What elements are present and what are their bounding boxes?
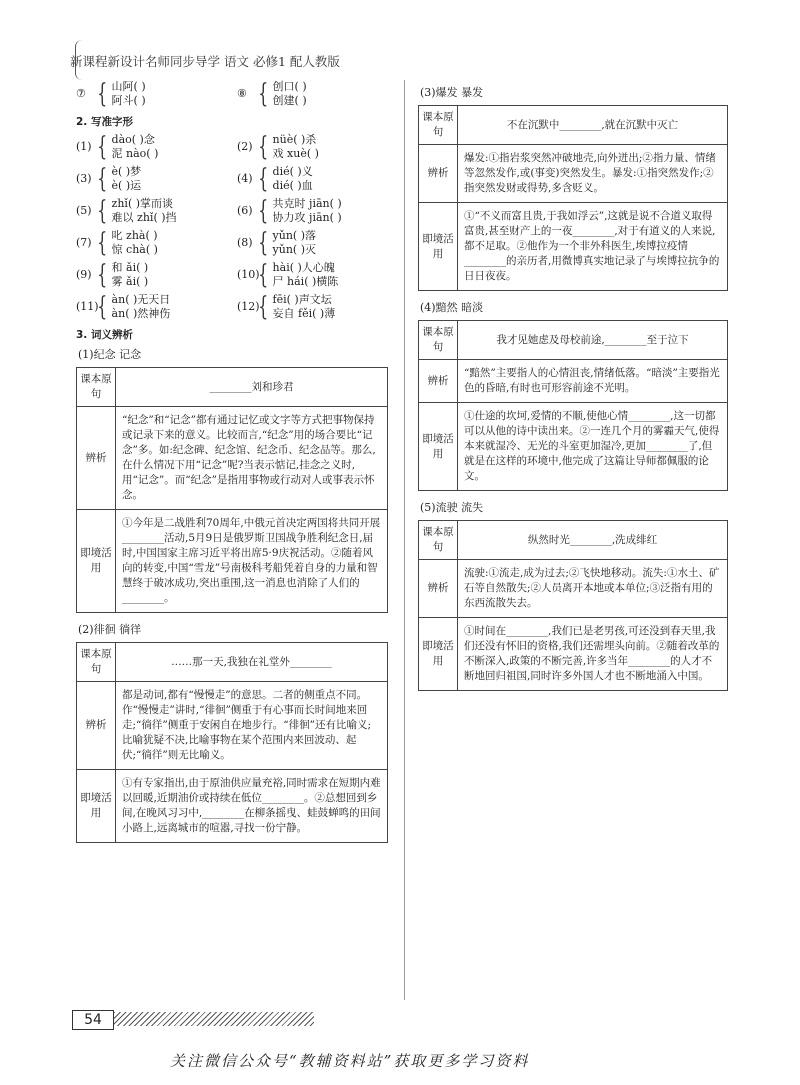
footer-note: 关注微信公众号“教辅资料站”获取更多学习资料 bbox=[170, 1052, 530, 1070]
pair-number: (4) bbox=[237, 172, 253, 185]
pair-item bbox=[237, 229, 388, 257]
pair-line: 难以 zhǐ( )挡 bbox=[111, 211, 177, 224]
analysis-text: “纪念”和“记念”都有通过记忆或文字等方式把事物保持或记录下来的意义。比较而言,“纪念”用的场合要比“记念”多。如:纪念碑、纪念馆、纪念币、纪念品等。那么,在什么情况下用“记念”呢?当表示惦记,挂念之义时,用“记念”。而“纪念”是指用事物或行动对人或事表示怀念。 bbox=[116, 407, 388, 510]
pair-line: 山阿( ) bbox=[111, 80, 146, 93]
page-number: 54 bbox=[72, 1010, 114, 1030]
orig-sentence: ……那一天,我独在礼堂外________ bbox=[116, 643, 388, 682]
table-row bbox=[77, 368, 388, 407]
brace: { bbox=[258, 196, 269, 226]
table-row bbox=[77, 643, 388, 682]
pair-lines bbox=[112, 293, 171, 321]
pair-line: 雾 ǎi( ) bbox=[111, 275, 149, 288]
pair-number: (7) bbox=[76, 236, 92, 249]
pair-line: 创建( ) bbox=[272, 94, 307, 107]
pair-number: (8) bbox=[237, 236, 253, 249]
pair-number: ⑧ bbox=[237, 87, 247, 100]
row-label: 辨析 bbox=[77, 682, 116, 770]
decorative-hatch bbox=[114, 1012, 314, 1026]
table-row bbox=[419, 403, 728, 491]
pair-item bbox=[76, 261, 227, 289]
table-row bbox=[77, 407, 388, 510]
pair-line: 创口( ) bbox=[272, 80, 307, 93]
pair-number: (3) bbox=[76, 172, 92, 185]
word-table bbox=[76, 642, 388, 843]
pair-line: è( )运 bbox=[111, 179, 142, 192]
brace: { bbox=[258, 228, 269, 258]
page-header: 新课程新设计名师同步导学 语文 必修1 配人教版 bbox=[70, 54, 340, 69]
pair-lines bbox=[112, 261, 149, 289]
row-label: 辨析 bbox=[419, 560, 458, 618]
row-label: 课本原句 bbox=[419, 106, 458, 145]
brace: { bbox=[258, 132, 269, 162]
word-block bbox=[76, 621, 388, 843]
row-label: 即境活用 bbox=[419, 203, 458, 291]
pair-lines bbox=[112, 165, 142, 193]
pair-item bbox=[237, 133, 388, 161]
row-label: 辨析 bbox=[77, 407, 116, 510]
pair-number: (12) bbox=[237, 300, 260, 313]
pair-lines bbox=[273, 80, 307, 108]
word-table bbox=[418, 105, 728, 291]
word-title: (2)徘徊 徜徉 bbox=[78, 623, 142, 636]
table-row bbox=[419, 203, 728, 291]
pair-line: zhǐ( )掌而谈 bbox=[111, 197, 174, 210]
word-block bbox=[76, 346, 388, 613]
pair-line: yǔn( )落 bbox=[272, 229, 317, 242]
brace: { bbox=[97, 228, 108, 258]
pre-pairs bbox=[76, 80, 388, 108]
table-row bbox=[77, 510, 388, 613]
table-row bbox=[419, 145, 728, 203]
pair-number: (1) bbox=[76, 140, 92, 153]
pair-lines bbox=[273, 261, 339, 289]
analysis-text: 都是动词,都有“慢慢走”的意思。二者的侧重点不同。作“慢慢走”讲时,“徘徊”侧重于有心事而长时间地来回走;“徜徉”侧重于安闲自在地步行。“徘徊”还有比喻义;比喻犹疑不决,比喻事物在某个范围内来回波动、起伏;“徜徉”则无比喻义。 bbox=[116, 682, 388, 770]
brace: { bbox=[258, 79, 269, 109]
row-label: 即境活用 bbox=[77, 510, 116, 613]
row-label: 即境活用 bbox=[419, 618, 458, 691]
orig-sentence: ________刘和珍君 bbox=[116, 368, 388, 407]
pair-lines bbox=[112, 133, 159, 161]
pair-line: 协力攻 jiān( ) bbox=[272, 211, 342, 224]
table-row bbox=[77, 770, 388, 843]
apply-text: ①“不义而富且贵,于我如浮云”,这就是说不合道义取得富贵,甚至财产上的一夜________,对于有道义的人来说,都不足取。②他作为一个非外科医生,埃博拉疫情________的亲历者,用微博真实地记录了与埃博拉抗争的日日夜夜。 bbox=[458, 203, 728, 291]
pair-line: yǔn( )灭 bbox=[272, 243, 317, 256]
pair-line: 妄自 fěi( )薄 bbox=[272, 307, 336, 320]
pair-lines bbox=[273, 293, 336, 321]
pair-lines bbox=[273, 229, 316, 257]
pair-line: 惊 chà( ) bbox=[111, 243, 158, 256]
left-column bbox=[76, 80, 388, 851]
apply-text: ①时间在________,我们已是老男孩,可还没到春天里,我们还没有怀旧的资格,我们还需埋头向前。②随着改革的不断深入,政策的不断完善,许多当年________的人才不断地回归祖国,同时许多外国人才也不断地涌入中国。 bbox=[458, 618, 728, 691]
pair-item bbox=[237, 80, 388, 108]
pair-number: (9) bbox=[76, 268, 92, 281]
brace: { bbox=[97, 164, 108, 194]
pair-line: 尸 hái( )横陈 bbox=[272, 275, 339, 288]
row-label: 辨析 bbox=[419, 145, 458, 203]
pair-line: nüè( )杀 bbox=[272, 133, 317, 146]
row-label: 即境活用 bbox=[419, 403, 458, 491]
pair-item bbox=[237, 165, 388, 193]
pair-line: 共克时 jiān( ) bbox=[272, 197, 342, 210]
pair-line: fēi( )声文坛 bbox=[272, 293, 332, 306]
pair-line: 戏 xuè( ) bbox=[272, 147, 319, 160]
pair-number: ⑦ bbox=[76, 87, 86, 100]
pair-item bbox=[237, 261, 388, 289]
word-table bbox=[418, 520, 728, 691]
word-title: (5)流驶 流失 bbox=[420, 501, 484, 514]
brace: { bbox=[97, 132, 108, 162]
brace: { bbox=[258, 260, 269, 290]
brace: { bbox=[258, 292, 269, 322]
pair-number: (2) bbox=[237, 140, 253, 153]
analysis-text: 流驶:①流走,成为过去;②飞快地移动。流失:①水土、矿石等自然散失;②人员离开本地或本单位;③泛指有用的东西流散失去。 bbox=[458, 560, 728, 618]
table-row bbox=[419, 321, 728, 360]
brace: { bbox=[258, 164, 269, 194]
word-table bbox=[76, 367, 388, 613]
pair-item bbox=[237, 197, 388, 225]
right-column bbox=[418, 80, 728, 699]
pair-line: 叱 zhà( ) bbox=[111, 229, 158, 242]
pair-item bbox=[76, 133, 227, 161]
row-label: 课本原句 bbox=[77, 643, 116, 682]
apply-text: ①有专家指出,由于原油供应量充裕,同时需求在短期内难以回暖,近期油价或持续在低位________。②总想回到乡间,在晚风习习中,________在柳条摇曳、蛙鼓蝉鸣的田间小路上,远离城市的喧嚣,寻找一份宁静。 bbox=[116, 770, 388, 843]
apply-text: ①仕途的坎坷,爱情的不顺,使他心情________,这一切都可以从他的诗中读出来。②一连几个月的雾霾天气,使得本来就湿冷、无光的斗室更加湿冷,更加________了,但就是在这样的环境中,他完成了这篇让导师都佩服的论文。 bbox=[458, 403, 728, 491]
word-title: (3)爆发 暴发 bbox=[420, 86, 484, 99]
table-row bbox=[419, 106, 728, 145]
orig-sentence: 不在沉默中________,就在沉默中灭亡 bbox=[458, 106, 728, 145]
word-block bbox=[418, 499, 728, 691]
write-pairs bbox=[76, 133, 388, 321]
pair-lines bbox=[112, 229, 158, 257]
row-label: 课本原句 bbox=[77, 368, 116, 407]
table-row bbox=[419, 560, 728, 618]
pair-item bbox=[237, 293, 388, 321]
pair-line: àn( )无天日 bbox=[111, 293, 171, 306]
orig-sentence: 我才见她虑及母校前途,________至于泣下 bbox=[458, 321, 728, 360]
pair-line: hài( )人心魄 bbox=[272, 261, 335, 274]
pair-lines bbox=[112, 197, 177, 225]
row-label: 即境活用 bbox=[77, 770, 116, 843]
word-block bbox=[418, 299, 728, 491]
table-row bbox=[419, 618, 728, 691]
orig-sentence: 纵然时光________,洗成绯红 bbox=[458, 521, 728, 560]
analysis-text: 爆发:①指岩浆突然冲破地壳,向外迸出;②指力量、情绪等忽然发作,或(事变)突然发生。暴发:①指突然发作;②指突然发财或得势,多含贬义。 bbox=[458, 145, 728, 203]
apply-text: ①今年是二战胜利70周年,中俄元首决定两国将共同开展________活动,5月9日是俄罗斯卫国战争胜利纪念日,届时,中国国家主席习近平将出席5·9庆祝活动。②随着风向的转变,中国“雪龙”号南极科考船凭着自身的力量和智慧终于破冰成功,突出重围,这一消息也消除了人们的________。 bbox=[116, 510, 388, 613]
table-row bbox=[419, 521, 728, 560]
word-title: (4)黯然 暗淡 bbox=[420, 301, 484, 314]
word-block bbox=[418, 84, 728, 291]
section-title: 2. 写准字形 bbox=[76, 116, 133, 128]
analysis-text: “黯然”主要指人的心情沮丧,情绪低落。“暗淡”主要指光色的昏暗,有时也可形容前途不光明。 bbox=[458, 360, 728, 403]
brace: { bbox=[97, 260, 108, 290]
pair-line: 泥 nào( ) bbox=[111, 147, 159, 160]
word-title: (1)纪念 记念 bbox=[78, 348, 142, 361]
pair-item bbox=[76, 80, 227, 108]
pair-line: è( )梦 bbox=[111, 165, 142, 178]
pair-number: (6) bbox=[237, 204, 253, 217]
pair-item bbox=[76, 293, 227, 321]
pair-lines bbox=[273, 197, 342, 225]
pair-lines bbox=[273, 165, 313, 193]
pair-line: 和 ǎi( ) bbox=[111, 261, 149, 274]
table-row bbox=[77, 682, 388, 770]
pair-line: dié( )血 bbox=[272, 179, 313, 192]
pair-item bbox=[76, 165, 227, 193]
brace: { bbox=[97, 196, 108, 226]
pair-item bbox=[76, 229, 227, 257]
pair-number: (10) bbox=[237, 268, 260, 281]
pair-lines bbox=[273, 133, 319, 161]
pair-line: dié( )义 bbox=[272, 165, 313, 178]
row-label: 课本原句 bbox=[419, 321, 458, 360]
pair-line: 阿斗( ) bbox=[111, 94, 146, 107]
section-title: 3. 词义辨析 bbox=[76, 329, 133, 341]
column-divider bbox=[404, 80, 405, 1000]
table-row bbox=[419, 360, 728, 403]
pair-number: (11) bbox=[76, 300, 99, 313]
row-label: 辨析 bbox=[419, 360, 458, 403]
pair-line: àn( )然神伤 bbox=[111, 307, 171, 320]
pair-number: (5) bbox=[76, 204, 92, 217]
brace: { bbox=[97, 292, 108, 322]
word-table bbox=[418, 320, 728, 491]
row-label: 课本原句 bbox=[419, 521, 458, 560]
pair-item bbox=[76, 197, 227, 225]
pair-line: dào( )念 bbox=[111, 133, 155, 146]
brace: { bbox=[97, 79, 108, 109]
pair-lines bbox=[112, 80, 146, 108]
